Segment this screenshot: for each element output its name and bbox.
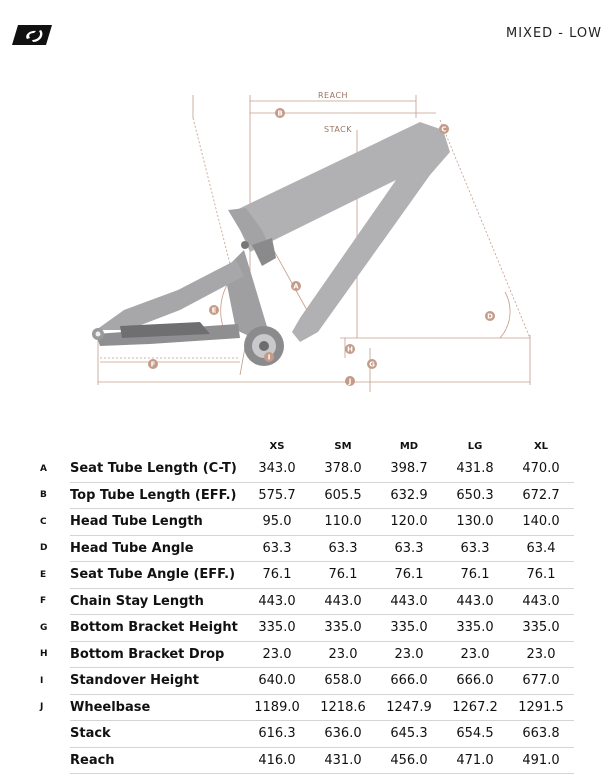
row-value: 1267.2 xyxy=(442,694,508,721)
row-value: 636.0 xyxy=(310,721,376,748)
row-measurement-name: Wheelbase xyxy=(70,694,244,721)
row-value: 76.1 xyxy=(442,562,508,589)
reach-label: REACH xyxy=(318,91,349,100)
row-letter: J xyxy=(40,702,44,713)
row-letter xyxy=(30,721,70,748)
marker-i xyxy=(264,352,274,362)
table-row xyxy=(30,509,574,536)
row-value: 663.8 xyxy=(508,721,574,748)
row-letter: E xyxy=(40,569,47,580)
row-value: 1247.9 xyxy=(376,694,442,721)
svg-text:E: E xyxy=(211,306,217,315)
row-measurement-name: Bottom Bracket Height xyxy=(70,615,244,642)
row-value: 1291.5 xyxy=(508,694,574,721)
row-value: 456.0 xyxy=(376,747,442,774)
marker-j xyxy=(345,376,355,386)
row-value: 443.0 xyxy=(442,588,508,615)
row-value: 378.0 xyxy=(310,456,376,482)
table-row xyxy=(30,456,574,482)
row-value: 1189.0 xyxy=(244,694,310,721)
svg-text:D: D xyxy=(487,312,493,321)
table-row xyxy=(30,747,574,774)
stack-label: STACK xyxy=(324,125,353,134)
row-letter: B xyxy=(40,490,47,501)
row-value: 443.0 xyxy=(508,588,574,615)
size-header-row xyxy=(30,436,574,456)
row-value: 63.3 xyxy=(310,535,376,562)
row-value: 666.0 xyxy=(376,668,442,695)
svg-text:A: A xyxy=(293,282,299,291)
row-value: 1218.6 xyxy=(310,694,376,721)
marker-b xyxy=(275,108,285,118)
row-value: 645.3 xyxy=(376,721,442,748)
geometry-mode-label: MIXED - LOW xyxy=(505,26,602,41)
size-header-xs: XS xyxy=(269,440,285,452)
size-header-md: MD xyxy=(399,440,419,452)
row-value: 491.0 xyxy=(508,747,574,774)
table-row xyxy=(30,668,574,695)
row-measurement-name: Head Tube Angle xyxy=(70,535,244,562)
row-letter: G xyxy=(40,622,48,633)
row-letter xyxy=(30,747,70,774)
row-measurement-name: Standover Height xyxy=(70,668,244,695)
row-value: 443.0 xyxy=(310,588,376,615)
table-row xyxy=(30,535,574,562)
svg-text:J: J xyxy=(348,377,352,386)
row-value: 605.5 xyxy=(310,482,376,509)
marker-c xyxy=(439,124,449,134)
row-value: 23.0 xyxy=(244,641,310,668)
row-value: 23.0 xyxy=(310,641,376,668)
table-row xyxy=(30,562,574,589)
row-value: 616.3 xyxy=(244,721,310,748)
brand-logo-icon xyxy=(12,25,52,45)
row-value: 120.0 xyxy=(376,509,442,536)
row-value: 443.0 xyxy=(244,588,310,615)
row-value: 335.0 xyxy=(376,615,442,642)
row-value: 140.0 xyxy=(508,509,574,536)
row-value: 431.0 xyxy=(310,747,376,774)
row-value: 654.5 xyxy=(442,721,508,748)
table-row xyxy=(30,721,574,748)
row-value: 76.1 xyxy=(376,562,442,589)
row-value: 471.0 xyxy=(442,747,508,774)
size-header-lg: LG xyxy=(467,440,483,452)
row-value: 666.0 xyxy=(442,668,508,695)
row-value: 63.4 xyxy=(508,535,574,562)
row-value: 416.0 xyxy=(244,747,310,774)
frame-shape xyxy=(92,122,450,366)
marker-g xyxy=(367,359,377,369)
row-value: 672.7 xyxy=(508,482,574,509)
row-value: 110.0 xyxy=(310,509,376,536)
row-value: 658.0 xyxy=(310,668,376,695)
svg-text:G: G xyxy=(369,360,375,369)
row-measurement-name: Head Tube Length xyxy=(70,509,244,536)
row-value: 335.0 xyxy=(310,615,376,642)
row-value: 443.0 xyxy=(376,588,442,615)
row-measurement-name: Reach xyxy=(70,747,244,774)
marker-e xyxy=(209,305,219,315)
svg-text:B: B xyxy=(277,109,283,118)
row-value: 95.0 xyxy=(244,509,310,536)
row-value: 23.0 xyxy=(442,641,508,668)
row-letter: C xyxy=(40,516,47,527)
marker-d xyxy=(485,311,495,321)
row-value: 23.0 xyxy=(508,641,574,668)
row-value: 650.3 xyxy=(442,482,508,509)
svg-text:I: I xyxy=(267,353,271,362)
marker-f xyxy=(148,359,158,369)
row-measurement-name: Top Tube Length (EFF.) xyxy=(70,482,244,509)
row-measurement-name: Chain Stay Length xyxy=(70,588,244,615)
row-value: 335.0 xyxy=(442,615,508,642)
size-header-xl: XL xyxy=(533,440,549,452)
row-value: 632.9 xyxy=(376,482,442,509)
row-letter: A xyxy=(40,464,47,474)
row-letter: D xyxy=(40,543,48,554)
geometry-table xyxy=(30,436,574,774)
svg-text:H: H xyxy=(347,345,353,354)
row-value: 575.7 xyxy=(244,482,310,509)
row-value: 63.3 xyxy=(376,535,442,562)
table-row xyxy=(30,641,574,668)
row-value: 63.3 xyxy=(244,535,310,562)
row-value: 640.0 xyxy=(244,668,310,695)
row-value: 335.0 xyxy=(244,615,310,642)
table-row xyxy=(30,694,574,721)
row-value: 76.1 xyxy=(310,562,376,589)
marker-a xyxy=(291,281,301,291)
row-value: 431.8 xyxy=(442,456,508,482)
row-value: 23.0 xyxy=(376,641,442,668)
table-row xyxy=(30,482,574,509)
row-measurement-name: Stack xyxy=(70,721,244,748)
row-measurement-name: Bottom Bracket Drop xyxy=(70,641,244,668)
svg-text:C: C xyxy=(441,125,447,134)
row-letter: I xyxy=(40,675,44,686)
table-row xyxy=(30,615,574,642)
size-header-sm: SM xyxy=(334,440,352,452)
row-value: 130.0 xyxy=(442,509,508,536)
row-letter: F xyxy=(40,596,47,607)
row-value: 343.0 xyxy=(244,456,310,482)
row-value: 63.3 xyxy=(442,535,508,562)
bike-frame-diagram xyxy=(0,80,614,400)
row-value: 677.0 xyxy=(508,668,574,695)
row-measurement-name: Seat Tube Length (C-T) xyxy=(70,456,244,482)
row-value: 335.0 xyxy=(508,615,574,642)
row-value: 470.0 xyxy=(508,456,574,482)
row-value: 76.1 xyxy=(244,562,310,589)
row-measurement-name: Seat Tube Angle (EFF.) xyxy=(70,562,244,589)
row-value: 398.7 xyxy=(376,456,442,482)
marker-h xyxy=(345,344,355,354)
table-row xyxy=(30,588,574,615)
row-letter: H xyxy=(40,649,48,660)
row-value: 76.1 xyxy=(508,562,574,589)
svg-text:F: F xyxy=(150,360,156,369)
